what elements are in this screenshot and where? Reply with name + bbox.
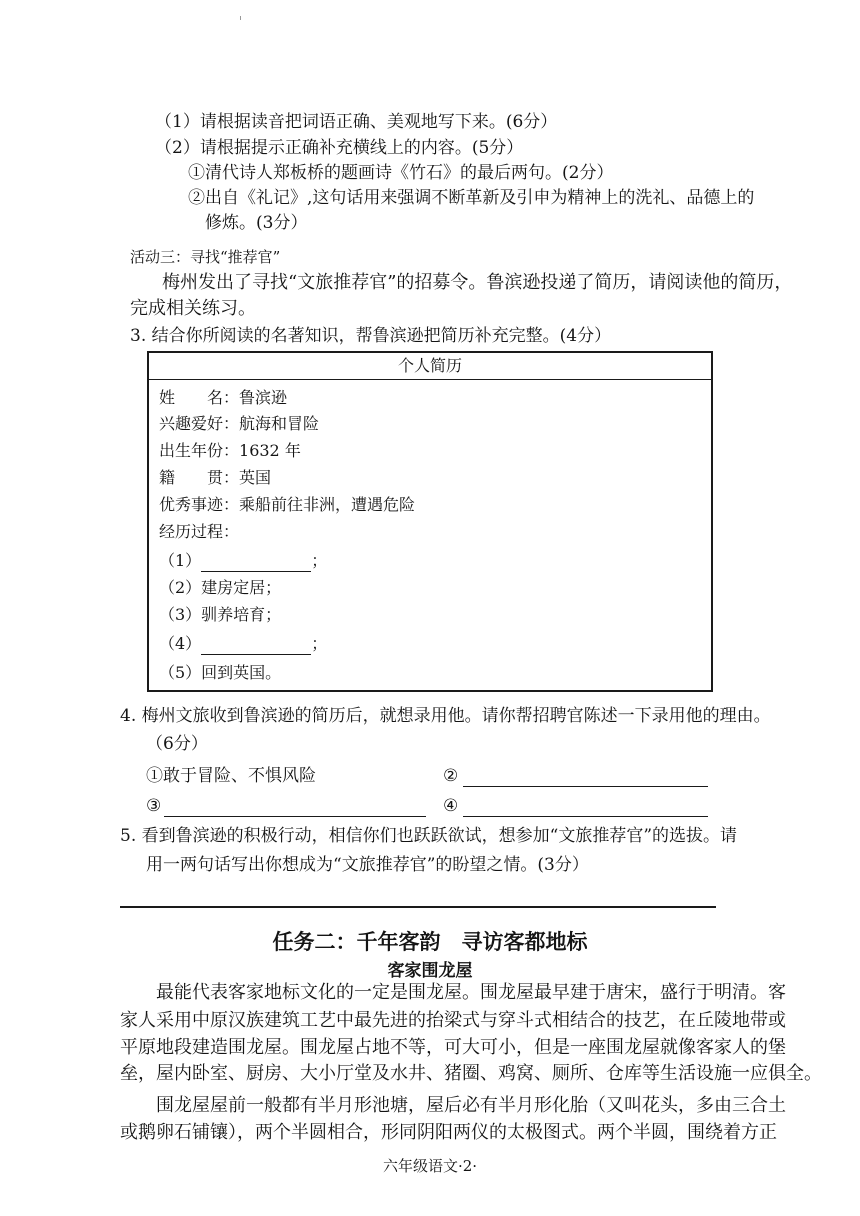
resume-origin: 籍 贯：英国 <box>159 468 272 487</box>
article-p2-line2: 或鹅卵石铺镶），两个半圆相合，形同阴阳两仪的太极图式。两个半圆，围绕着方正 <box>120 1122 777 1143</box>
article-p1-line1: 最能代表客家地标文化的一定是围龙屋。围龙屋最早建于唐宋，盛行于明清。客 <box>120 982 786 1003</box>
question-5: 5. 看到鲁滨逊的积极行动，相信你们也跃跃欲试，想参加“文旅推荐官”的选拔。请 <box>120 826 738 846</box>
reason-4-label: ④ <box>443 796 459 816</box>
reason-2-label: ② <box>443 766 459 786</box>
sub-question-1: ①清代诗人郑板桥的题画诗《竹石》的最后两句。(2分） <box>188 163 614 183</box>
sub-question-2-cont: 修炼。(3分） <box>205 213 308 233</box>
sub-question-2: ②出自《礼记》,这句话用来强调不断革新及引申为精神上的洗礼、品德上的 <box>188 188 755 208</box>
article-p2-line1: 围龙屋屋前一般都有半月形池塘，屋后必有半月形化胎（又叫花头，多由三合土 <box>120 1095 786 1116</box>
resume-step-2: （2）建房定居； <box>159 578 282 597</box>
resume-step-3: （3）驯养培育； <box>159 605 282 624</box>
page-footer: 六年级语文·2· <box>382 1157 478 1175</box>
resume-birth: 出生年份：1632 年 <box>159 441 301 460</box>
article-title: 客家围龙屋 <box>387 961 473 981</box>
reason-3-blank[interactable] <box>164 816 426 817</box>
reason-3-label: ③ <box>146 796 162 816</box>
resume-name: 姓 名：鲁滨逊 <box>159 388 288 407</box>
question-2-1: （1）请根据读音把词语正确、美观地写下来。(6分） <box>155 112 558 132</box>
question-4-score: （6分） <box>146 734 208 754</box>
activity-3-title: 活动三：寻找“推荐官” <box>130 248 281 266</box>
task-2-title: 任务二：千年客韵 寻访客都地标 <box>272 929 588 954</box>
section-divider <box>120 906 716 908</box>
resume-title: 个人简历 <box>149 353 711 380</box>
resume-step-4: （4） ； <box>159 634 328 653</box>
question-3: 3. 结合你所阅读的名著知识，帮鲁滨逊把简历补充完整。(4分） <box>130 326 612 346</box>
scan-mark <box>240 16 241 20</box>
article-p1-line3: 平原地段建造围龙屋。围龙屋占地不等，可大可小，但是一座围龙屋就像客家人的堡 <box>120 1037 786 1058</box>
resume-step-1: （1） ； <box>159 551 328 570</box>
reason-1: ①敢于冒险、不惧风险 <box>146 766 316 786</box>
resume-deed: 优秀事迹：乘船前往非洲，遭遇危险 <box>159 495 416 514</box>
question-2-2: （2）请根据提示正确补充横线上的内容。(5分） <box>155 138 524 158</box>
resume-experience-label: 经历过程： <box>159 522 240 541</box>
article-p1-line2: 家人采用中原汉族建筑工艺中最先进的抬梁式与穿斗式相结合的技艺，在丘陵地带或 <box>120 1010 786 1031</box>
reason-2-blank[interactable] <box>463 786 708 787</box>
article-p1-line4: 垒，屋内卧室、厨房、大小厅堂及水井、猪圈、鸡窝、厕所、仓库等生活设施一应俱全。 <box>120 1063 822 1084</box>
question-5-cont: 用一两句话写出你想成为“文旅推荐官”的盼望之情。(3分） <box>146 855 589 875</box>
activity-3-intro-cont: 完成相关练习。 <box>130 298 256 319</box>
answer-blank-1[interactable] <box>201 553 311 572</box>
resume-step-5: （5）回到英国。 <box>159 663 282 682</box>
answer-blank-2[interactable] <box>201 636 311 655</box>
resume-hobby: 兴趣爱好：航海和冒险 <box>159 414 320 433</box>
activity-3-intro: 梅州发出了寻找“文旅推荐官”的招募令。鲁滨逊投递了简历，请阅读他的简历， <box>162 272 793 293</box>
resume-table <box>147 351 713 692</box>
question-4: 4. 梅州文旅收到鲁滨逊的简历后，就想录用他。请你帮招聘官陈述一下录用他的理由。 <box>120 706 771 726</box>
reason-4-blank[interactable] <box>463 816 708 817</box>
